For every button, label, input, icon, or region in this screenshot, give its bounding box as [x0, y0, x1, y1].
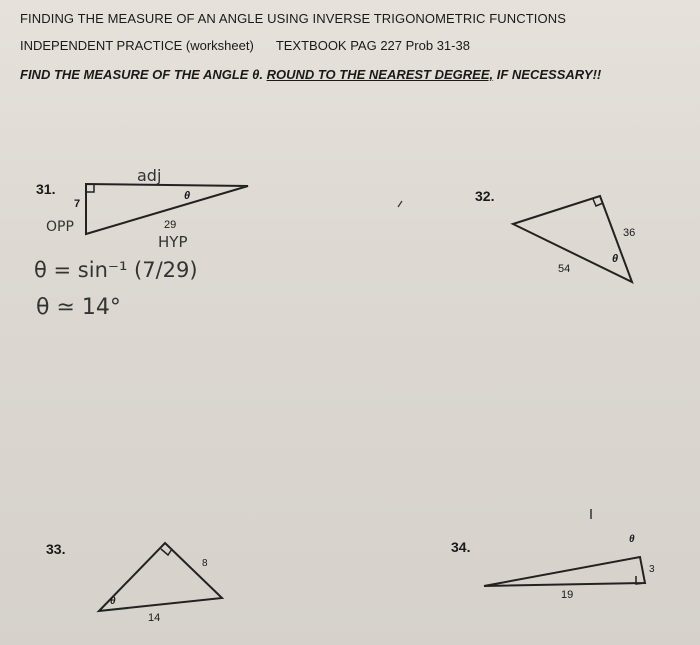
handwritten-adj: adj: [137, 166, 162, 185]
triangle-33: [99, 543, 222, 611]
problem-number-32: 32.: [475, 188, 495, 204]
problem-number-31: 31.: [36, 181, 56, 197]
instruction-start: FIND THE MEASURE OF THE ANGLE θ.: [20, 67, 267, 82]
triangle-34: [484, 557, 645, 586]
handwritten-work-line-1: θ = sin⁻¹ (7/29): [34, 258, 198, 282]
side-label-33-b: 14: [148, 612, 161, 624]
right-angle-mark-31: [86, 184, 94, 192]
side-label-34-b: 19: [561, 589, 574, 601]
side-label-34-a: 3: [649, 564, 655, 575]
textbook-reference: TEXTBOOK PAG 227 Prob 31-38: [275, 38, 470, 53]
handwritten-opp: OPP: [46, 219, 74, 235]
triangle-32: [513, 196, 632, 282]
angle-label-34: θ: [629, 534, 635, 545]
stray-mark: [398, 201, 402, 207]
side-label-hyp-31: 29: [164, 219, 177, 231]
worksheet-title: FINDING THE MEASURE OF AN ANGLE USING INVERSE TRIGONOMETRIC FUNCTIONS: [20, 11, 566, 26]
problem-number-34: 34.: [451, 539, 471, 555]
problem-number-33: 33.: [46, 541, 66, 557]
angle-label-32: θ: [612, 253, 619, 265]
angle-label-33: θ: [110, 596, 116, 607]
right-angle-mark-33: [161, 549, 172, 555]
practice-label: INDEPENDENT PRACTICE (worksheet): [20, 38, 254, 53]
handwritten-hyp: HYP: [158, 233, 188, 251]
side-label-33-a: 8: [202, 558, 208, 569]
angle-label-31: θ: [184, 190, 191, 202]
side-label-32-a: 36: [623, 227, 636, 239]
handwritten-answer-31: θ ≃ 14°: [36, 295, 121, 320]
instruction-underlined: ROUND TO THE NEAREST DEGREE,: [266, 67, 494, 82]
side-label-32-b: 54: [558, 263, 571, 275]
instruction-end: IF NECESSARY!!: [493, 67, 602, 82]
side-label-opp-31: 7: [74, 198, 81, 210]
